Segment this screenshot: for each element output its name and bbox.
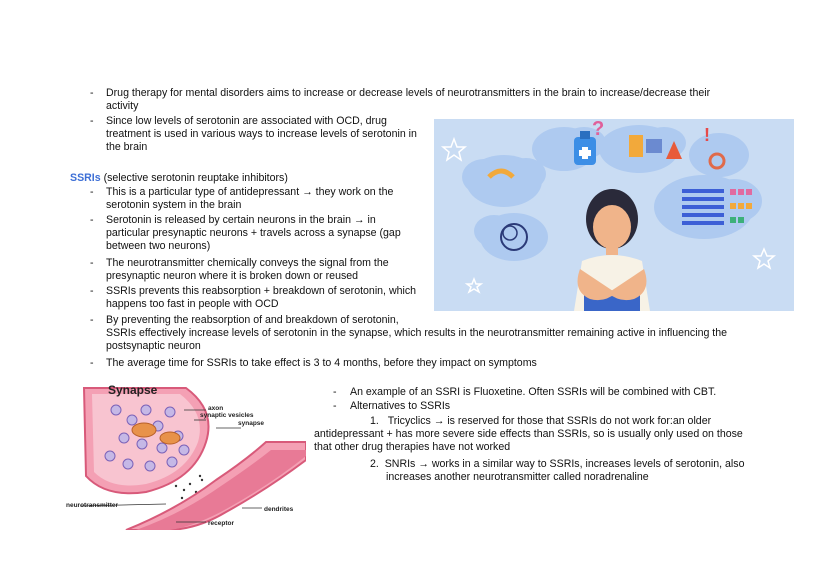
bullet-dash: - [333, 386, 337, 398]
bullet-text: Since low levels of serotonin are associated with OCD, drug treatment is used in various ways to increase levels of serotonin in the brain [106, 115, 417, 153]
alt1-line2: antidepressant + has more severe side effects than SSRIs, so is usually only used on those [314, 428, 743, 440]
bullet-dash: - [90, 115, 94, 127]
bullet-text: SSRIs prevents this reabsorption + breakdown of serotonin, which happens too fast in people with OCD [106, 285, 417, 310]
bullet-text: Drug therapy for mental disorders aims to increase or decrease levels of neurotransmitters in the brain to increase/decrease their activity [106, 87, 711, 112]
synapse-art [66, 380, 306, 530]
ocd-illustration [434, 119, 794, 311]
bullet-text: The neurotransmitter chemically conveys the signal from the presynaptic neuron where it is broken down or reused [106, 257, 389, 282]
ssri-heading [70, 172, 288, 185]
alt1-number: 1. [370, 415, 379, 427]
diagram-title: Synapse [108, 383, 158, 397]
label-synapse: synapse [238, 420, 265, 427]
bullet-dash: - [90, 87, 94, 99]
ssri-label-rest: (selective serotonin reuptake inhibitors) [100, 172, 288, 184]
bullet-dash: - [90, 214, 94, 226]
alt1-line3: that other drug therapies have not worked [314, 441, 511, 453]
alt1-line1: 1. Tricyclics → is reserved for those that SSRIs do not work for:an older [370, 415, 712, 427]
bullet-text: Serotonin is released by certain neurons in the brain → in particular presynaptic neurons + travels across a synapse (gap between two neurons) [106, 214, 401, 252]
alternative-snris [370, 458, 790, 484]
bullet-dash: - [90, 257, 94, 269]
ocd-illustration-art [434, 119, 794, 311]
bullet-text: An example of an SSRI is Fluoxetine. Often SSRIs will be combined with CBT. [350, 386, 717, 398]
svg-text:?: ? [592, 119, 605, 140]
bullet-dash: - [333, 400, 337, 412]
alternative-tricyclics [314, 415, 814, 454]
bullet-dash: - [90, 285, 94, 297]
label-neurotransmitter: neurotransmitter [66, 502, 119, 509]
label-synaptic-vesicles: synaptic vesicles [200, 412, 254, 419]
bullet-text: This is a particular type of antidepressant → they work on the serotonin system in the brain [106, 186, 394, 211]
alt2-number: 2. [370, 458, 379, 470]
label-axon: axon [208, 405, 224, 412]
bullet-dash: - [90, 186, 94, 198]
alt2-line2: increases another neurotransmitter called noradrenaline [386, 471, 649, 483]
svg-text:!: ! [704, 125, 710, 145]
synapse-diagram [66, 380, 306, 530]
label-receptor: receptor [208, 520, 235, 527]
label-dendrites: dendrites [264, 506, 294, 513]
bullet-text: Alternatives to SSRIs [350, 400, 451, 412]
bullet-text: The average time for SSRIs to take effect is 3 to 4 months, before they impact on symptoms [106, 357, 537, 369]
bullet-dash: - [90, 314, 94, 326]
alt2-line1: 2. SNRIs → works in a similar way to SSRIs, increases levels of serotonin, also [370, 458, 745, 470]
bullet-dash: - [90, 357, 94, 369]
ssri-label: SSRIs [70, 172, 101, 184]
bullet-text: By preventing the reabsorption of and breakdown of serotonin, SSRIs effectively increase levels of serotonin in the synapse, which results in the neurotransmitter remaining active in influencing the postsynaptic neuron [106, 314, 728, 352]
